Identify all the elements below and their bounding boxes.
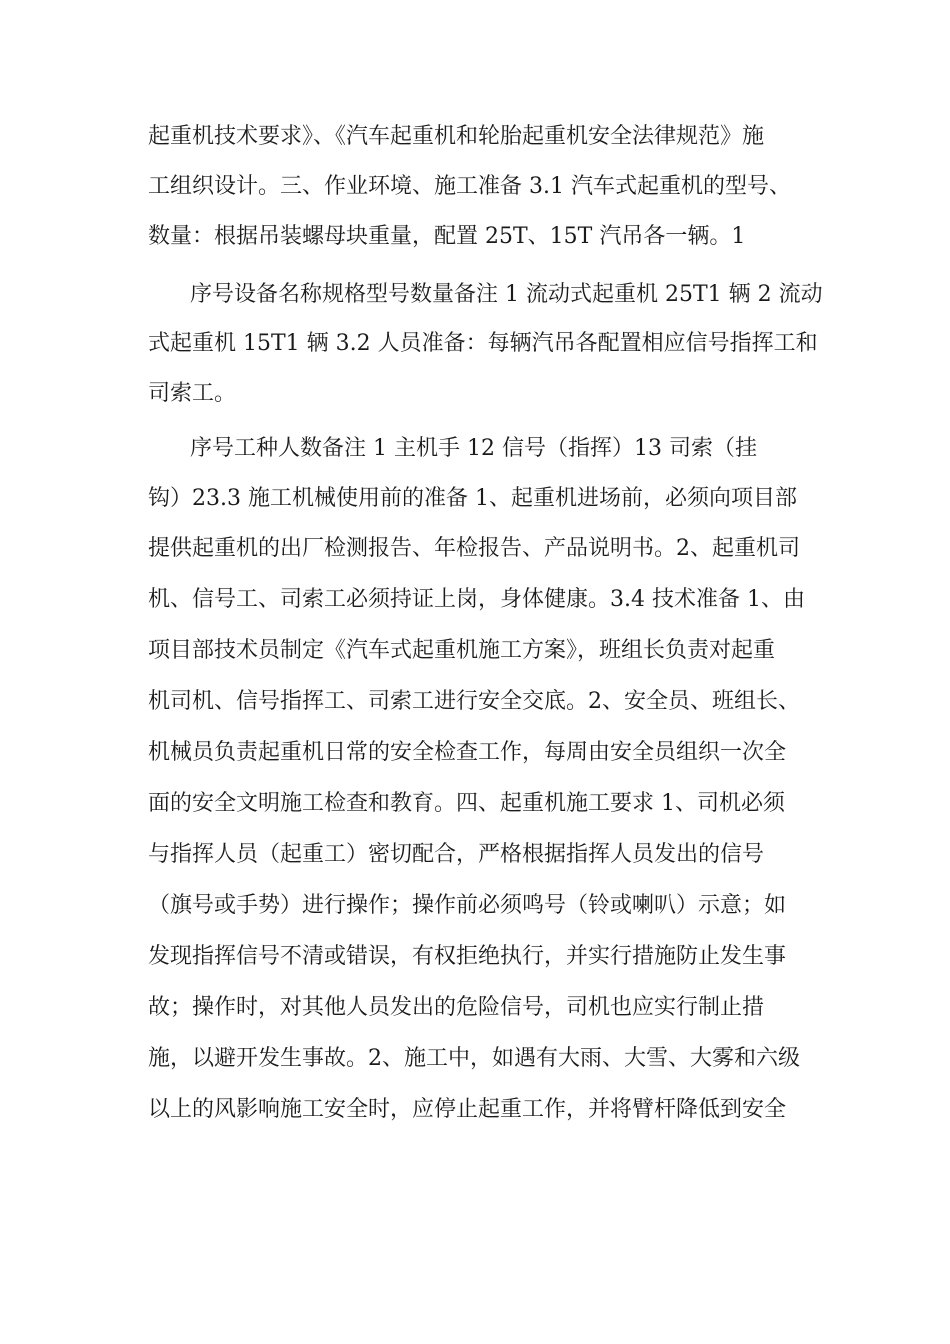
text-line: 施，以避开发生事故。2、施工中，如遇有大雨、大雪、大雾和六级 xyxy=(148,1046,800,1071)
text-line: 发现指挥信号不清或错误，有权拒绝执行，并实行措施防止发生事 xyxy=(148,944,787,969)
text-line: 序号设备名称规格型号数量备注 1 流动式起重机 25T1 辆 2 流动 xyxy=(190,282,823,307)
text-line: 面的安全文明施工检查和教育。四、起重机施工要求 1、司机必须 xyxy=(148,791,785,816)
text-line: 提供起重机的出厂检测报告、年检报告、产品说明书。2、起重机司 xyxy=(148,536,800,561)
text-line: 与指挥人员（起重工）密切配合，严格根据指挥人员发出的信号 xyxy=(148,842,765,867)
text-line: 数量：根据吊装螺母块重量，配置 25T、15T 汽吊各一辆。1 xyxy=(148,224,746,249)
text-line: 起重机技术要求》、《汽车起重机和轮胎起重机安全法律规范》施 xyxy=(148,124,765,149)
text-line: 序号工种人数备注 1 主机手 12 信号（指挥）13 司索（挂 xyxy=(190,436,757,461)
text-line: 式起重机 15T1 辆 3.2 人员准备：每辆汽吊各配置相应信号指挥工和 xyxy=(148,331,818,356)
text-line: （旗号或手势）进行操作；操作前必须鸣号（铃或喇叭）示意；如 xyxy=(148,893,787,918)
text-line: 工组织设计。三、作业环境、施工准备 3.1 汽车式起重机的型号、 xyxy=(148,174,791,199)
text-line: 故；操作时，对其他人员发出的危险信号，司机也应实行制止措 xyxy=(148,995,765,1020)
text-line: 以上的风影响施工安全时，应停止起重工作，并将臂杆降低到安全 xyxy=(148,1097,787,1122)
text-line: 机械员负责起重机日常的安全检查工作，每周由安全员组织一次全 xyxy=(148,740,787,765)
text-line: 钩）23.3 施工机械使用前的准备 1、起重机进场前，必须向项目部 xyxy=(148,486,797,511)
text-line: 机司机、信号指挥工、司索工进行安全交底。2、安全员、班组长、 xyxy=(148,689,800,714)
text-line: 机、信号工、司索工必须持证上岗，身体健康。3.4 技术准备 1、由 xyxy=(148,587,805,612)
text-line: 项目部技术员制定《汽车式起重机施工方案》，班组长负责对起重 xyxy=(148,638,776,663)
text-line: 司索工。 xyxy=(148,381,237,406)
